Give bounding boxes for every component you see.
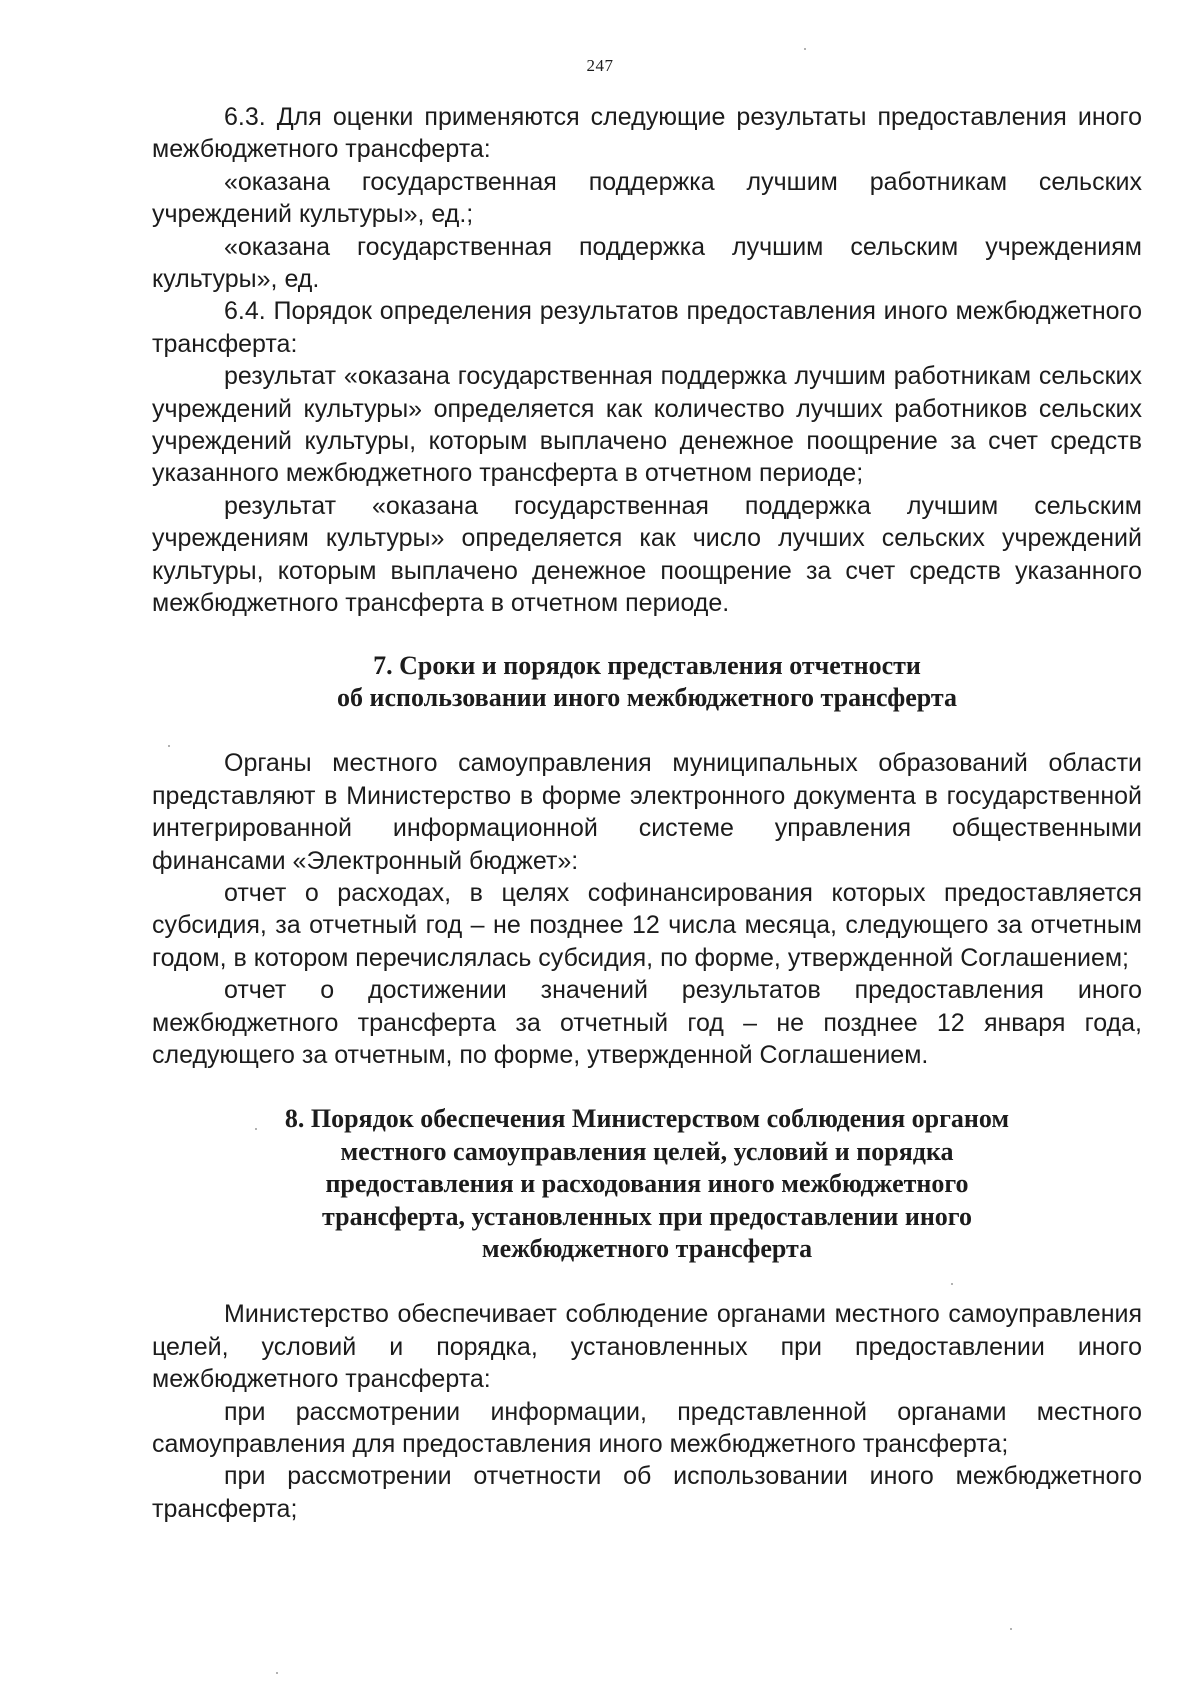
- paragraph-local-authorities: Органы местного самоуправления муниципальных образований области представляют в Министерство в форме электронного документа в государственной интегрированной информационной системе управления общественными финансами «Электронный бюджет»:: [152, 749, 1142, 875]
- scan-speck: [255, 1128, 257, 1130]
- section-6-results: [152, 101, 1142, 620]
- section-7-heading: 7. Сроки и порядок представления отчетности об использовании иного межбюджетного трансферта: [337, 650, 957, 712]
- paragraph-6-3: 6.3. Для оценки применяются следующие результаты предоставления иного межбюджетного трансферта:: [152, 103, 1142, 164]
- scan-speck: [168, 745, 170, 747]
- paragraph-review-reporting: при рассмотрении отчетности об использовании иного межбюджетного трансферта;: [152, 1462, 1142, 1523]
- scan-speck: [1010, 1628, 1012, 1630]
- scan-speck: [804, 48, 806, 50]
- document-body: [152, 101, 1142, 1525]
- paragraph-6-4: 6.4. Порядок определения результатов предоставления иного межбюджетного трансферта:: [152, 297, 1142, 358]
- paragraph-result-workers: «оказана государственная поддержка лучшим работникам сельских учреждений культуры», ед.;: [152, 167, 1142, 229]
- paragraph-ministry-compliance: Министерство обеспечивает соблюдение органами местного самоуправления целей, условий и порядка, установленных при предоставлении иного межбюджетного трансферта:: [152, 1300, 1142, 1394]
- section-8-heading: 8. Порядок обеспечения Министерством соблюдения органом местного самоуправления целей, условий и порядка предоставления и расходования иного межбюджетного трансферта, установленных при предоставлении иного межбюджетного трансферта: [284, 1104, 1010, 1263]
- page-number: 247: [586, 56, 614, 75]
- paragraph-results-report: отчет о достижении значений результатов предоставления иного межбюджетного трансферта за отчетный год – не позднее 12 января года, следующего за отчетным, по форме, утвержденной Соглашением.: [152, 976, 1142, 1069]
- section-7-reporting: [152, 747, 1142, 1071]
- paragraph-result-institutions: «оказана государственная поддержка лучшим сельским учреждениям культуры», ед.: [152, 232, 1142, 294]
- section-8-compliance: [152, 1298, 1142, 1525]
- paragraph-review-information: при рассмотрении информации, представленной органами местного самоуправления для предоставления иного межбюджетного трансферта;: [152, 1397, 1142, 1459]
- paragraph-expense-report: отчет о расходах, в целях софинансирования которых предоставляется субсидия, за отчетный год – не позднее 12 числа месяца, следующего за отчетным годом, в котором перечислялась субсидия, по форме, утвержденной Соглашением;: [152, 878, 1142, 972]
- scan-speck: [951, 1283, 953, 1285]
- scan-speck: [276, 1672, 278, 1674]
- paragraph-definition-workers: результат «оказана государственная поддержка лучшим работникам сельских учреждений культуры» определяется как количество лучших работников сельских учреждений культуры, которым выплачено денежное поощрение за счет средств указанного межбюджетного трансферта в отчетном периоде;: [152, 362, 1142, 488]
- paragraph-definition-institutions: результат «оказана государственная поддержка лучшим сельским учреждениям культуры» определяется как число лучших сельских учреждений культуры, которым выплачено денежное поощрение за счет средств указанного межбюджетного трансферта в отчетном периоде.: [152, 491, 1142, 618]
